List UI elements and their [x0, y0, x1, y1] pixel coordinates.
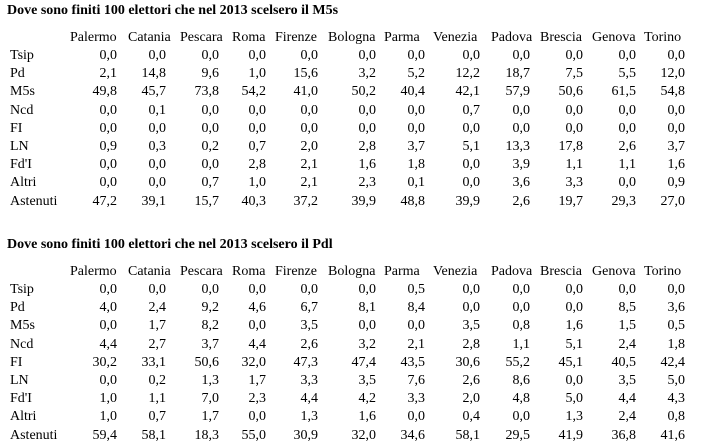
table-cell: 0,0 [248, 102, 266, 118]
table-cell: 1,1 [148, 391, 166, 407]
table-cell: 58,1 [141, 427, 166, 443]
table-row [0, 317, 708, 335]
table-cell: 0,7 [148, 409, 166, 425]
row-label: Altri [10, 175, 37, 191]
row-label: Tsip [10, 48, 34, 63]
table-cell: 0,5 [667, 318, 685, 334]
table-cell: 41,0 [293, 84, 318, 100]
table-cell: 2,1 [99, 66, 117, 82]
table-cell: 0,0 [565, 373, 583, 388]
table-cell: 39,9 [351, 193, 376, 209]
table-cell: 1,3 [565, 409, 583, 425]
column-header: Brescia [540, 264, 582, 279]
table-cell: 8,5 [618, 300, 636, 316]
table-cell: 0,0 [248, 120, 266, 136]
table-cell: 32,0 [351, 427, 376, 443]
table-cell: 0,0 [462, 175, 480, 191]
table-cell: 0,0 [99, 373, 117, 388]
table-cell: 0,0 [565, 120, 583, 136]
table-cell: 0,0 [618, 282, 636, 297]
table-cell: 0,0 [148, 282, 166, 297]
table-cell: 41,9 [558, 427, 583, 443]
table-cell: 0,0 [201, 157, 219, 173]
row-label: Fd'I [10, 391, 32, 407]
table-cell: 7,0 [201, 391, 219, 407]
column-header: Torino [644, 30, 682, 45]
table-cell: 50,6 [194, 354, 219, 370]
table-cell: 3,5 [618, 373, 636, 388]
table-cell: 0,1 [407, 175, 425, 191]
header-row [0, 29, 708, 47]
table-cell: 1,0 [99, 391, 117, 407]
table-cell: 3,5 [300, 318, 318, 334]
table-cell: 8,2 [201, 318, 219, 334]
table-cell: 5,2 [407, 66, 425, 82]
row-label: Pd [10, 66, 25, 82]
table-cell: 19,7 [558, 193, 583, 209]
table-cell: 0,0 [358, 120, 376, 136]
table-row [0, 427, 708, 445]
table-cell: 0,0 [300, 282, 318, 297]
table-cell: 34,6 [400, 427, 425, 443]
table-row [0, 372, 708, 390]
column-header: Parma [384, 30, 420, 45]
column-header: Palermo [70, 264, 117, 279]
table-cell: 3,3 [300, 373, 318, 388]
table-cell: 1,0 [248, 175, 266, 191]
table-cell: 59,4 [92, 427, 117, 443]
table-cell: 0,0 [667, 48, 685, 63]
table-cell: 3,7 [407, 139, 425, 154]
table-cell: 0,0 [512, 48, 530, 63]
table-cell: 1,3 [300, 409, 318, 425]
table-cell: 0,7 [248, 139, 266, 154]
table-cell: 0,4 [462, 409, 480, 425]
table-cell: 0,9 [667, 175, 685, 191]
table-title: Dove sono finiti 100 elettori che nel 2013 scelsero il Pdl [7, 237, 333, 252]
row-label: Astenuti [10, 193, 58, 209]
table-cell: 30,2 [92, 354, 117, 370]
table-cell: 0,2 [148, 373, 166, 388]
table-cell: 3,9 [512, 157, 530, 173]
table-cell: 3,3 [407, 391, 425, 407]
table-cell: 0,0 [407, 48, 425, 63]
table-cell: 3,2 [358, 336, 376, 352]
column-header: Roma [232, 264, 266, 279]
table-cell: 2,4 [618, 409, 636, 425]
column-header: Padova [491, 264, 533, 279]
table-cell: 5,5 [618, 66, 636, 82]
table-cell: 1,0 [248, 66, 266, 82]
table-cell: 0,8 [667, 409, 685, 425]
table-cell: 41,6 [660, 427, 685, 443]
table-cell: 2,4 [148, 300, 166, 316]
column-header: Pescara [180, 264, 223, 279]
table-cell: 40,5 [611, 354, 636, 370]
column-header: Torino [644, 264, 682, 279]
table-cell: 1,6 [358, 409, 376, 425]
table-cell: 0,7 [462, 102, 480, 118]
table-cell: 0,0 [462, 48, 480, 63]
table-cell: 0,0 [462, 282, 480, 297]
table-cell: 47,2 [92, 193, 117, 209]
table-cell: 7,5 [565, 66, 583, 82]
table-cell: 1,1 [565, 157, 583, 173]
table-cell: 50,6 [558, 84, 583, 100]
table-cell: 0,0 [358, 318, 376, 334]
table-cell: 48,8 [400, 193, 425, 209]
table-cell: 0,0 [201, 48, 219, 63]
table-cell: 14,8 [141, 66, 166, 82]
table-row [0, 102, 708, 120]
table-cell: 42,4 [660, 354, 685, 370]
table-cell: 0,0 [512, 282, 530, 297]
table-cell: 4,8 [512, 391, 530, 407]
row-label: LN [10, 139, 29, 154]
table-cell: 73,8 [194, 84, 219, 100]
table-cell: 18,7 [505, 66, 530, 82]
table-cell: 0,0 [248, 282, 266, 297]
table-cell: 45,1 [558, 354, 583, 370]
table-cell: 33,1 [141, 354, 166, 370]
table-cell: 5,1 [565, 336, 583, 352]
table-cell: 0,0 [148, 175, 166, 191]
table-cell: 3,3 [565, 175, 583, 191]
table-cell: 50,2 [351, 84, 376, 100]
table-cell: 0,0 [148, 157, 166, 173]
table-row [0, 47, 708, 65]
table-cell: 5,0 [565, 391, 583, 407]
table-cell: 0,0 [407, 120, 425, 136]
table-cell: 0,0 [512, 120, 530, 136]
table-cell: 29,5 [505, 427, 530, 443]
table-cell: 0,0 [667, 282, 685, 297]
table-cell: 1,3 [201, 373, 219, 388]
table-cell: 58,1 [455, 427, 480, 443]
column-header: Genova [592, 264, 636, 279]
table-cell: 4,2 [358, 391, 376, 407]
table-cell: 1,6 [358, 157, 376, 173]
table-cell: 8,6 [512, 373, 530, 388]
table-cell: 0,0 [99, 318, 117, 334]
row-label: Altri [10, 409, 37, 425]
table-cell: 27,0 [660, 193, 685, 209]
table-cell: 0,1 [148, 102, 166, 118]
column-header: Pescara [180, 30, 223, 45]
column-header: Brescia [540, 30, 582, 45]
table-cell: 54,8 [660, 84, 685, 100]
table-cell: 0,0 [462, 300, 480, 316]
table-cell: 30,9 [293, 427, 318, 443]
column-header: Firenze [275, 30, 317, 45]
table-cell: 12,2 [455, 66, 480, 82]
table-cell: 13,3 [505, 139, 530, 154]
table-cell: 55,2 [505, 354, 530, 370]
table-cell: 0,0 [99, 48, 117, 63]
table-cell: 54,2 [241, 84, 266, 100]
table-cell: 1,1 [618, 157, 636, 173]
table-cell: 15,6 [293, 66, 318, 82]
table-cell: 0,0 [99, 282, 117, 297]
table-cell: 2,7 [148, 336, 166, 352]
table-cell: 0,0 [300, 120, 318, 136]
table-cell: 0,0 [618, 102, 636, 118]
table-cell: 49,8 [92, 84, 117, 100]
table-cell: 0,3 [148, 139, 166, 154]
table-cell: 0,0 [248, 48, 266, 63]
table-cell: 18,3 [194, 427, 219, 443]
table-cell: 0,2 [201, 139, 219, 154]
table-cell: 2,6 [462, 373, 480, 388]
table-cell: 36,8 [611, 427, 636, 443]
table-cell: 1,6 [667, 157, 685, 173]
table-row [0, 120, 708, 138]
table-cell: 3,5 [358, 373, 376, 388]
table-cell: 0,0 [99, 157, 117, 173]
table-cell: 2,0 [300, 139, 318, 154]
table-row [0, 390, 708, 408]
header-row [0, 263, 708, 281]
column-header: Venezia [433, 264, 478, 279]
table-cell: 43,5 [400, 354, 425, 370]
table-cell: 1,5 [618, 318, 636, 334]
column-header: Palermo [70, 30, 117, 45]
table-cell: 0,0 [512, 409, 530, 425]
table-cell: 45,7 [141, 84, 166, 100]
column-header: Catania [128, 264, 171, 279]
table-cell: 0,0 [358, 48, 376, 63]
table-cell: 17,8 [558, 139, 583, 154]
table-cell: 8,4 [407, 300, 425, 316]
table-cell: 4,0 [99, 300, 117, 316]
table-cell: 2,6 [300, 336, 318, 352]
row-label: Ncd [10, 102, 34, 118]
table-cell: 2,6 [512, 193, 530, 209]
table-cell: 0,0 [248, 409, 266, 425]
table-cell: 42,1 [455, 84, 480, 100]
table-cell: 0,9 [99, 139, 117, 154]
table-cell: 5,1 [462, 139, 480, 154]
table-cell: 8,1 [358, 300, 376, 316]
table-cell: 0,0 [618, 48, 636, 63]
table-cell: 1,0 [99, 409, 117, 425]
table-cell: 1,1 [512, 336, 530, 352]
table-cell: 2,1 [300, 157, 318, 173]
table-cell: 0,0 [358, 282, 376, 297]
table-cell: 0,0 [201, 120, 219, 136]
table-cell: 0,0 [99, 120, 117, 136]
table-cell: 4,4 [300, 391, 318, 407]
table-cell: 12,0 [660, 66, 685, 82]
table-cell: 0,0 [407, 318, 425, 334]
table-cell: 3,7 [667, 139, 685, 154]
table-cell: 2,0 [462, 391, 480, 407]
row-label: LN [10, 373, 29, 388]
table-cell: 7,6 [407, 373, 425, 388]
row-label: Tsip [10, 282, 34, 297]
table-cell: 0,0 [148, 48, 166, 63]
table-cell: 2,3 [358, 175, 376, 191]
table-cell: 6,7 [300, 300, 318, 316]
table-row [0, 408, 708, 426]
column-header: Padova [491, 30, 533, 45]
table-cell: 0,0 [201, 102, 219, 118]
table-row [0, 281, 708, 299]
table-cell: 2,1 [300, 175, 318, 191]
table-cell: 4,4 [248, 336, 266, 352]
column-header: Firenze [275, 264, 317, 279]
table-cell: 0,0 [462, 120, 480, 136]
table-row [0, 193, 708, 211]
table-cell: 0,0 [667, 120, 685, 136]
table-cell: 9,2 [201, 300, 219, 316]
table-cell: 57,9 [505, 84, 530, 100]
table-cell: 0,0 [407, 409, 425, 425]
table-cell: 40,4 [400, 84, 425, 100]
table-cell: 4,4 [99, 336, 117, 352]
table-cell: 0,0 [618, 120, 636, 136]
table-row [0, 156, 708, 174]
table-cell: 0,0 [667, 102, 685, 118]
table-cell: 1,6 [565, 318, 583, 334]
table-cell: 9,6 [201, 66, 219, 82]
table-cell: 39,9 [455, 193, 480, 209]
table-cell: 2,8 [248, 157, 266, 173]
table-cell: 0,0 [407, 102, 425, 118]
column-header: Genova [592, 30, 636, 45]
table-cell: 0,0 [248, 318, 266, 334]
table-cell: 0,0 [300, 48, 318, 63]
table-cell: 40,3 [241, 193, 266, 209]
table-cell: 0,0 [201, 282, 219, 297]
table-cell: 3,5 [462, 318, 480, 334]
table-cell: 3,6 [667, 300, 685, 316]
column-header: Parma [384, 264, 420, 279]
table-row [0, 83, 708, 101]
row-label: Astenuti [10, 427, 58, 443]
table-cell: 30,6 [455, 354, 480, 370]
table-cell: 1,7 [248, 373, 266, 388]
table-cell: 0,0 [512, 300, 530, 316]
row-label: Pd [10, 300, 25, 316]
table-cell: 1,7 [201, 409, 219, 425]
row-label: FI [10, 354, 23, 370]
table-cell: 3,7 [201, 336, 219, 352]
table-title: Dove sono finiti 100 elettori che nel 2013 scelsero il M5s [7, 3, 339, 18]
table-cell: 0,0 [99, 175, 117, 191]
table-cell: 1,8 [407, 157, 425, 173]
table-row [0, 138, 708, 156]
table-cell: 0,0 [565, 282, 583, 297]
table-cell: 0,0 [618, 175, 636, 191]
table-cell: 39,1 [141, 193, 166, 209]
table-cell: 5,0 [667, 373, 685, 388]
table-cell: 0,0 [565, 300, 583, 316]
table-cell: 2,6 [618, 139, 636, 154]
table-cell: 32,0 [241, 354, 266, 370]
table-cell: 29,3 [611, 193, 636, 209]
row-label: FI [10, 120, 23, 136]
table-cell: 1,8 [667, 336, 685, 352]
table-cell: 0,0 [565, 48, 583, 63]
table-cell: 0,0 [565, 102, 583, 118]
table-row [0, 354, 708, 372]
table-cell: 0,0 [512, 102, 530, 118]
table-cell: 47,3 [293, 354, 318, 370]
table-cell: 0,0 [462, 157, 480, 173]
table-cell: 0,0 [358, 102, 376, 118]
table-cell: 2,8 [358, 139, 376, 154]
table-cell: 0,5 [407, 282, 425, 297]
column-header: Bologna [328, 30, 376, 45]
table-cell: 3,2 [358, 66, 376, 82]
row-label: M5s [10, 318, 35, 334]
row-label: M5s [10, 84, 35, 100]
table-row [0, 174, 708, 192]
table-cell: 2,8 [462, 336, 480, 352]
table-cell: 2,4 [618, 336, 636, 352]
table-cell: 47,4 [351, 354, 376, 370]
column-header: Roma [232, 30, 266, 45]
table-cell: 61,5 [611, 84, 636, 100]
row-label: Fd'I [10, 157, 32, 173]
table-cell: 0,0 [148, 120, 166, 136]
row-label: Ncd [10, 336, 34, 352]
table-cell: 37,2 [293, 193, 318, 209]
table-cell: 2,3 [248, 391, 266, 407]
table-cell: 0,0 [99, 102, 117, 118]
table-row [0, 65, 708, 83]
column-header: Bologna [328, 264, 376, 279]
table-cell: 55,0 [241, 427, 266, 443]
table-cell: 4,3 [667, 391, 685, 407]
table-cell: 4,4 [618, 391, 636, 407]
table-row [0, 336, 708, 354]
table-row [0, 299, 708, 317]
table-cell: 15,7 [194, 193, 219, 209]
table-cell: 0,8 [512, 318, 530, 334]
table-cell: 0,7 [201, 175, 219, 191]
table-cell: 1,7 [148, 318, 166, 334]
table-cell: 2,1 [407, 336, 425, 352]
table-cell: 0,0 [300, 102, 318, 118]
column-header: Catania [128, 30, 171, 45]
column-header: Venezia [433, 30, 478, 45]
table-cell: 4,6 [248, 300, 266, 316]
table-cell: 3,6 [512, 175, 530, 191]
